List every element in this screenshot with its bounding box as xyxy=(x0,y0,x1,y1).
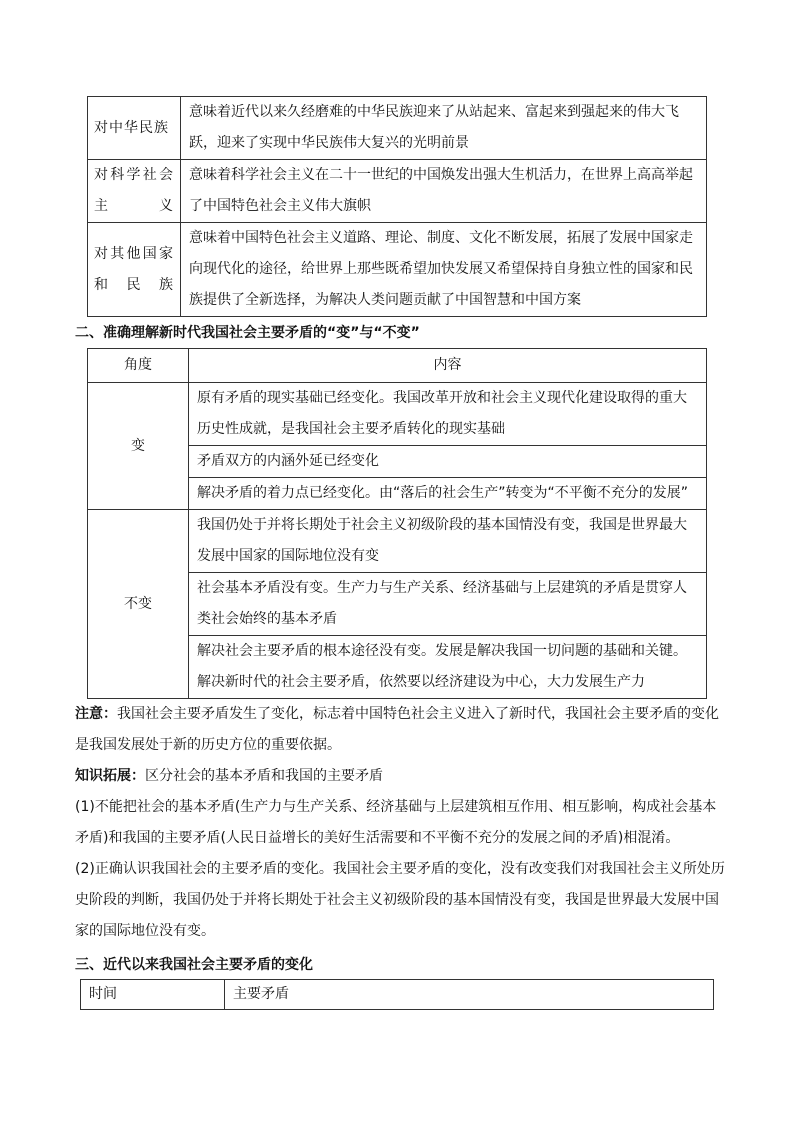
angle-cell: 不变 xyxy=(88,510,189,699)
content-cell: 解决矛盾的着力点已经变化。由“落后的社会生产”转变为“不平衡不充分的发展” xyxy=(189,478,707,510)
header-main-contradiction: 主要矛盾 xyxy=(225,980,714,1010)
content-cell: 矛盾双方的内涵外延已经变化 xyxy=(189,446,707,478)
content-cell: 解决社会主要矛盾的根本途径没有变。发展是解决我国一切问题的基础和关键。解决新时代的社会主要矛盾，依然要以经济建设为中心，大力发展生产力 xyxy=(189,636,707,699)
row-label: 对科学社会主义 xyxy=(88,160,181,223)
row-label: 对其他国家和民族 xyxy=(88,223,181,317)
content-cell: 原有矛盾的现实基础已经变化。我国改革开放和社会主义现代化建设取得的重大历史性成就，是我国社会主要矛盾转化的现实基础 xyxy=(189,383,707,446)
header-angle: 角度 xyxy=(88,349,189,383)
significance-table xyxy=(87,96,707,317)
section-title: 三、近代以来我国社会主要矛盾的变化 xyxy=(75,957,313,973)
row-content: 意味着中国特色社会主义道路、理论、制度、文化不断发展，拓展了发展中国家走向现代化的途径，给世界上那些既希望加快发展又希望保持自身独立性的国家和民族提供了全新选择，为解决人类问题贡献了中国智慧和中国方案 xyxy=(181,223,707,317)
extension-item-1: (1)不能把社会的基本矛盾(生产力与生产关系、经济基础与上层建筑相互作用、相互影响，构成社会基本矛盾)和我国的主要矛盾(人民日益增长的美好生活需要和不平衡不充分的发展之间的矛盾)相混淆。 xyxy=(75,799,717,846)
table-row xyxy=(88,97,707,160)
extension-label: 知识拓展： xyxy=(75,768,145,784)
row-content: 意味着近代以来久经磨难的中华民族迎来了从站起来、富起来到强起来的伟大飞跃，迎来了实现中华民族伟大复兴的光明前景 xyxy=(181,97,707,160)
note-paragraph xyxy=(75,699,725,761)
table-row xyxy=(88,383,707,446)
table-header-row xyxy=(88,349,707,383)
main-contradiction-table xyxy=(80,979,714,1010)
note-label: 注意： xyxy=(75,706,117,722)
note-text: 我国社会主要矛盾发生了变化，标志着中国特色社会主义进入了新时代，我国社会主要矛盾的变化是我国发展处于新的历史方位的重要依据。 xyxy=(75,706,719,753)
table-row xyxy=(88,223,707,317)
header-time: 时间 xyxy=(81,980,225,1010)
row-label: 对中华民族 xyxy=(88,97,181,160)
extension-item-2: (2)正确认识我国社会的主要矛盾的变化。我国社会主要矛盾的变化，没有改变我们对我国社会主义所处历史阶段的判断，我国仍处于并将长期处于社会主义初级阶段的基本国情没有变，我国是世界最大发展中国家的国际地位没有变。 xyxy=(75,861,725,939)
content-cell: 社会基本矛盾没有变。生产力与生产关系、经济基础与上层建筑的矛盾是贯穿人类社会始终的基本矛盾 xyxy=(189,573,707,636)
angle-cell: 变 xyxy=(88,383,189,510)
contradiction-table xyxy=(87,348,707,699)
table-header-row xyxy=(81,980,714,1010)
table-row xyxy=(88,160,707,223)
header-content: 内容 xyxy=(189,349,707,383)
content-cell: 我国仍处于并将长期处于社会主义初级阶段的基本国情没有变，我国是世界最大发展中国家的国际地位没有变 xyxy=(189,510,707,573)
extension-text: 区分社会的基本矛盾和我国的主要矛盾 xyxy=(145,768,383,784)
extension-heading xyxy=(75,761,725,792)
table-row xyxy=(88,510,707,573)
row-content: 意味着科学社会主义在二十一世纪的中国焕发出强大生机活力，在世界上高高举起了中国特色社会主义伟大旗帜 xyxy=(181,160,707,223)
section-title: 二、准确理解新时代我国社会主要矛盾的“变”与“不变” xyxy=(75,325,420,341)
